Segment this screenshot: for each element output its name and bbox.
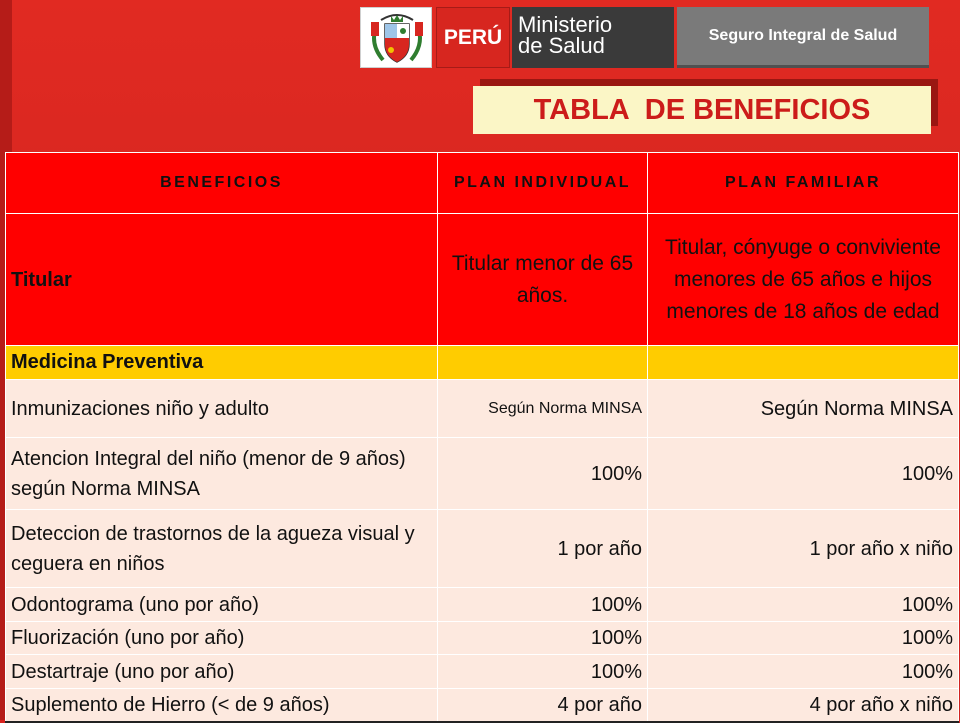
familiar-cell: Según Norma MINSA	[648, 380, 959, 438]
titular-row	[6, 214, 959, 346]
section-empty-cell	[648, 346, 959, 380]
table-row	[6, 689, 959, 722]
titular-individual: Titular menor de 65 años.	[438, 214, 648, 346]
program-label: Seguro Integral de Salud	[708, 27, 898, 44]
header-plan-familiar: PLAN FAMILIAR	[648, 153, 959, 214]
table-row	[6, 438, 959, 510]
familiar-cell: 100%	[648, 438, 959, 510]
familiar-cell: 100%	[648, 655, 959, 689]
individual-cell: 1 por año	[438, 510, 648, 588]
benefit-cell: Inmunizaciones niño y adulto	[6, 380, 438, 438]
familiar-cell: 4 por año x niño	[648, 689, 959, 722]
individual-cell: 100%	[438, 655, 648, 689]
ministry-line-1: Ministerio	[518, 12, 613, 37]
titular-label: Titular	[6, 214, 438, 346]
section-label: Medicina Preventiva	[6, 346, 438, 380]
header-plan-individual: PLAN INDIVIDUAL	[438, 153, 648, 214]
header-beneficios: BENEFICIOS	[6, 153, 438, 214]
individual-cell: 100%	[438, 438, 648, 510]
individual-cell: 4 por año	[438, 689, 648, 722]
familiar-cell: 100%	[648, 622, 959, 655]
coat-of-arms-icon	[361, 8, 433, 69]
individual-cell: Según Norma MINSA	[438, 380, 648, 438]
benefit-cell: Deteccion de trastornos de la agueza visual y ceguera en niños	[6, 510, 438, 588]
benefit-cell: Odontograma (uno por año)	[6, 588, 438, 622]
titular-familiar: Titular, cónyuge o conviviente menores de 65 años e hijos menores de 18 años de edad	[648, 214, 959, 346]
country-label: PERÚ	[443, 25, 503, 49]
table-row	[6, 655, 959, 689]
benefit-cell: Destartraje (uno por año)	[6, 655, 438, 689]
table-row	[6, 622, 959, 655]
peru-logo	[436, 7, 510, 68]
section-row	[6, 346, 959, 380]
individual-cell: 100%	[438, 588, 648, 622]
individual-cell: 100%	[438, 622, 648, 655]
peru-emblem-logo	[360, 7, 432, 68]
benefit-cell: Suplemento de Hierro (< de 9 años)	[6, 689, 438, 722]
table-row	[6, 380, 959, 438]
benefit-cell: Atencion Integral del niño (menor de 9 años) según Norma MINSA	[6, 438, 438, 510]
page-title: TABLA DE BENEFICIOS	[473, 86, 931, 134]
ministry-line-2: de Salud	[518, 33, 605, 58]
table-header-row	[6, 153, 959, 214]
familiar-cell: 100%	[648, 588, 959, 622]
table-row	[6, 588, 959, 622]
benefit-cell: Fluorización (uno por año)	[6, 622, 438, 655]
sis-logo	[677, 7, 929, 68]
familiar-cell: 1 por año x niño	[648, 510, 959, 588]
benefits-table	[5, 152, 959, 723]
ministry-logo	[512, 7, 674, 68]
table-row	[6, 510, 959, 588]
section-empty-cell	[438, 346, 648, 380]
